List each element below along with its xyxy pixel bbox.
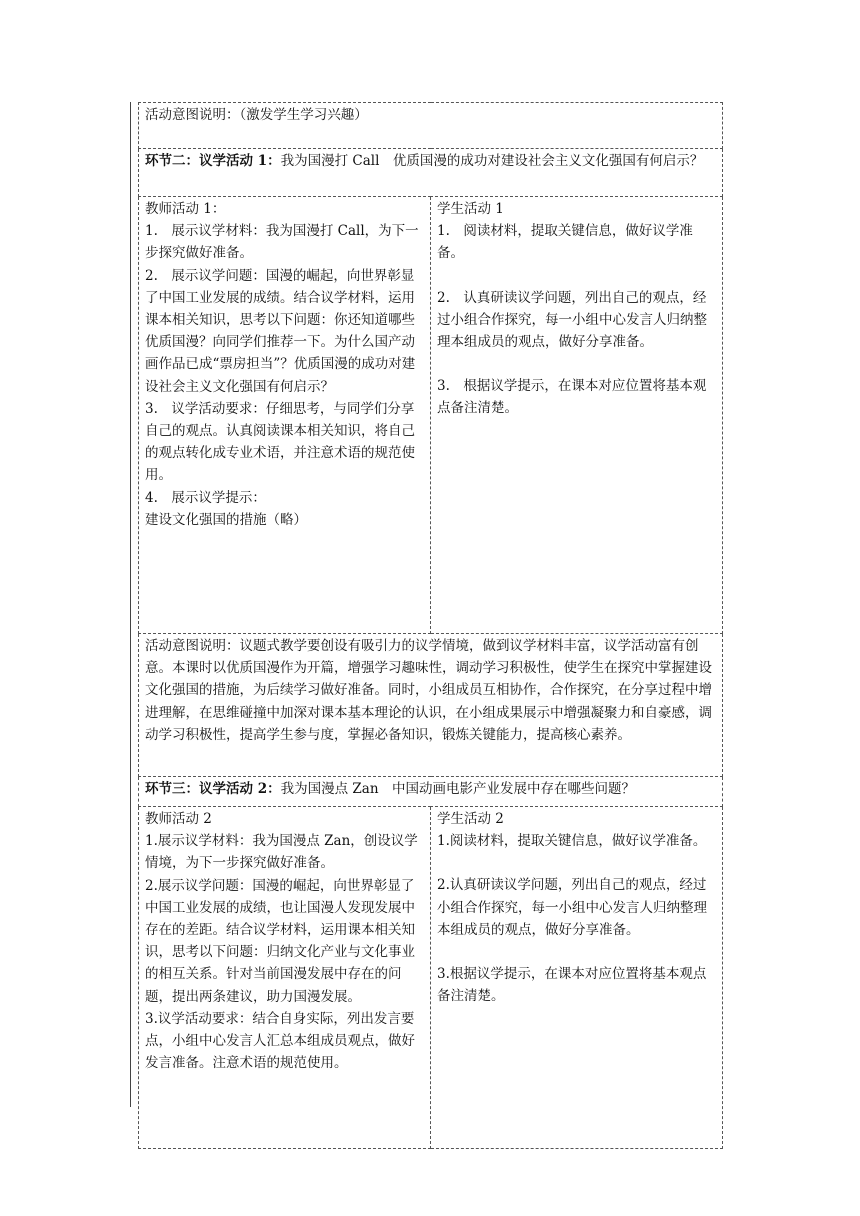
student-2-item-1: 1.阅读材料，提取关键信息，做好议学准备。 [437, 833, 707, 850]
section-3-header-cell [139, 777, 723, 807]
teacher-activity-1-cell [139, 197, 431, 634]
intent-1-text: 活动意图说明：（激发学生学习兴趣） [145, 107, 368, 123]
section-3-header-row [139, 777, 723, 807]
teacher-activity-2-cell [139, 807, 431, 1149]
activity-1-row [139, 197, 723, 634]
intent-2-cell [139, 634, 723, 777]
intent-1-cell [139, 103, 723, 149]
teacher-1-item-4: 4. 展示议学提示： [145, 489, 266, 506]
student-activity-1-title: 学生活动 1 [437, 201, 504, 217]
section-3-label: 环节三：议学活动 2： [145, 781, 281, 797]
teacher-2-item-3: 3.议学活动要求：结合自身实际，列出发言要点，小组中心发言人汇总本组成员观点，做好发言准备。注意术语的规范使用。 [145, 1010, 415, 1072]
teacher-2-item-2: 2.展示议学问题：国漫的崛起，向世界彰显了中国工业发展的成绩，也让国漫人发现发展中存在的差距。结合议学材料，运用课本相关知识，思考以下问题：归纳文化产业与文化事业的相互关系。针对当前国漫发展中存在的问题，提出两条建议，助力国漫发展。 [145, 877, 415, 1005]
teacher-2-item-1: 1.展示议学材料：我为国漫点 Zan，创设议学情境，为下一步探究做好准备。 [145, 833, 418, 872]
student-2-item-2: 2.认真研读议学问题，列出自己的观点，经过小组合作探究，每一小组中心发言人归纳整理本组成员的观点，做好分享准备。 [437, 877, 707, 938]
section-2-header-row [139, 149, 723, 197]
section-2-title: 我为国漫打 Call 优质国漫的成功对建设社会主义文化强国有何启示？ [280, 153, 704, 169]
teacher-1-item-3: 3. 议学活动要求：仔细思考，与同学们分享自己的观点。认真阅读课本相关知识，将自己的观点转化成专业术语，并注意术语的规范使用。 [145, 400, 415, 484]
student-activity-1-cell [431, 197, 723, 634]
teacher-activity-1-title: 教师活动 1： [145, 201, 226, 217]
teacher-1-item-5: 建设文化强国的措施（略） [145, 511, 307, 528]
student-2-item-3: 3.根据议学提示，在课本对应位置将基本观点备注清楚。 [437, 966, 707, 1005]
student-1-item-2: 2. 认真研读议学问题，列出自己的观点，经过小组合作探究，每一小组中心发言人归纳整理本组成员的观点，做好分享准备。 [437, 289, 707, 351]
intent-row-2 [139, 634, 723, 777]
student-1-item-1: 1. 阅读材料，提取关键信息，做好议学准备。 [437, 223, 693, 262]
teacher-1-item-1: 1. 展示议学材料：我为国漫打 Call，为下一步探究做好准备。 [145, 223, 419, 262]
activity-2-row [139, 807, 723, 1149]
student-activity-2-title: 学生活动 2 [437, 811, 504, 827]
outer-border-line [130, 102, 131, 1107]
lesson-table [138, 102, 723, 1149]
section-2-label: 环节二：议学活动 1： [145, 153, 281, 169]
intent-row-1 [139, 103, 723, 149]
teacher-1-item-2: 2. 展示议学问题：国漫的崛起，向世界彰显了中国工业发展的成绩。结合议学材料，运用课本相关知识，思考以下问题：你还知道哪些优质国漫？向同学们推荐一下。为什么国产动画作品已成“票房担当”？优质国漫的成功对建设社会主义文化强国有何启示？ [145, 267, 416, 395]
teacher-activity-2-title: 教师活动 2 [145, 811, 212, 827]
student-activity-2-cell [431, 807, 723, 1149]
student-1-item-3: 3. 根据议学提示，在课本对应位置将基本观点备注清楚。 [437, 378, 707, 417]
section-2-header-cell [139, 149, 723, 197]
intent-2-text: 活动意图说明：议题式教学要创设有吸引力的议学情境，做到议学材料丰富，议学活动富有创意。本课时以优质国漫作为开篇，增强学习趣味性，调动学习积极性，使学生在探究中掌握建设文化强国的措施，为后续学习做好准备。同时，小组成员互相协作，合作探究，在分享过程中增进理解，在思维碰撞中加深对课本基本理论的认识，在小组成果展示中增强凝聚力和自豪感，调动学习积极性，提高学生参与度，掌握必备知识，锻炼关键能力，提高核心素养。 [145, 638, 712, 743]
section-3-title: 我为国漫点 Zan 中国动画电影产业发展中存在哪些问题？ [280, 781, 636, 797]
